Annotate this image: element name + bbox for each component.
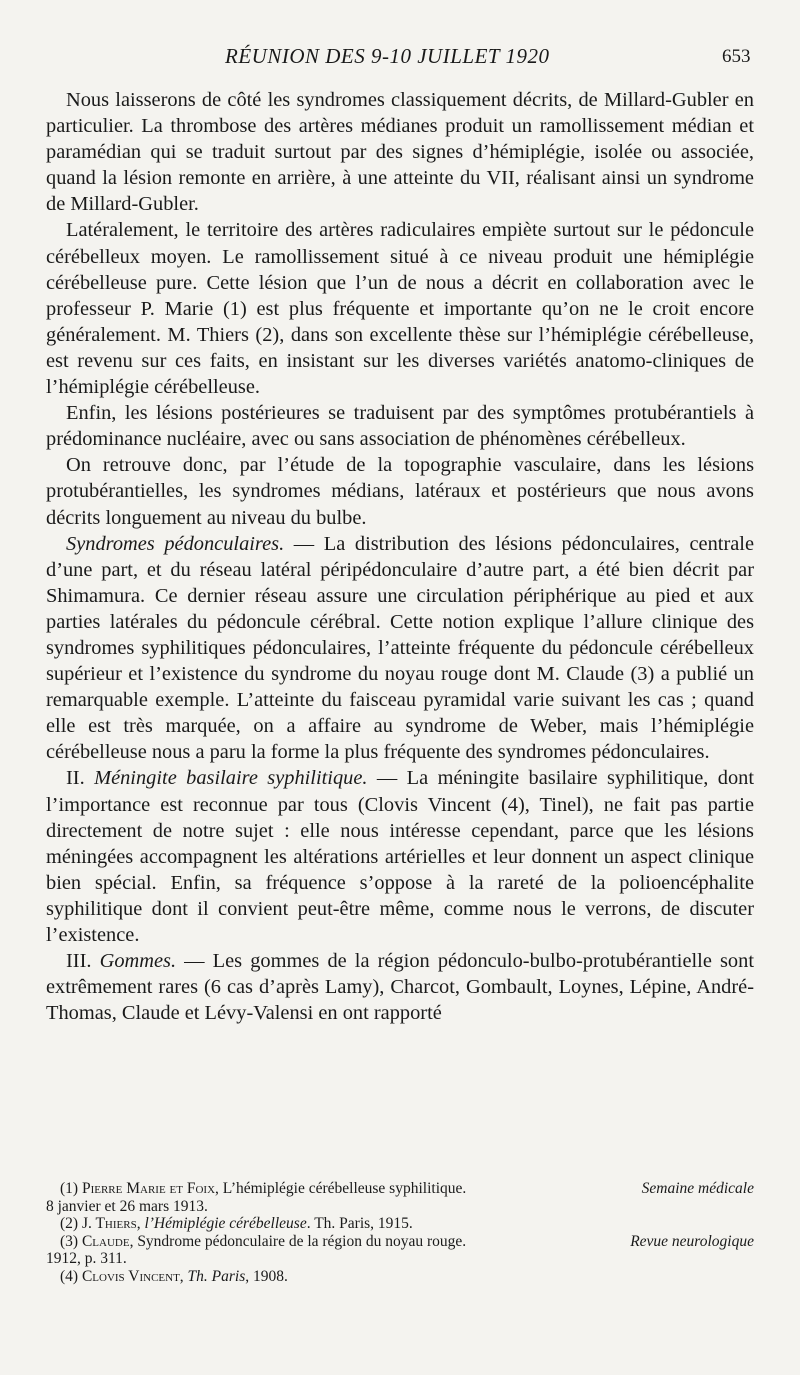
- paragraph: On retrouve donc, par l’étude de la topographie vasculaire, dans les lésions protubérantielles, les syndromes médians, latéraux et postérieurs que nous avons décrits longuement au niveau du bulbe.: [46, 454, 754, 529]
- footnote-number: (4): [60, 1267, 79, 1285]
- footnote-number: (3): [60, 1232, 79, 1250]
- page-number: 653: [722, 46, 751, 67]
- footnote-author: Pierre Marie et Foix: [81, 1180, 216, 1197]
- section-number: II.: [66, 767, 95, 790]
- footnote-title: Th. Paris: [187, 1267, 246, 1285]
- section-heading: Syndromes pédonculaires.: [66, 532, 285, 555]
- footnote-journal: Revue neurologique: [630, 1232, 754, 1250]
- body-text: [46, 87, 754, 1026]
- footnote-text: , L’hémiplégie cérébelleuse syphilitique.: [215, 1180, 467, 1197]
- paragraph: Enfin, les lésions postérieures se traduisent par des symptômes protubérantiels à prédominance nucléaire, avec ou sans association de phénomènes cérébelleux.: [46, 402, 754, 451]
- paragraph: Latéralement, le territoire des artères radiculaires empiète surtout sur le pédoncule cérébelleux moyen. Le ramollissement situé à ce niveau produit une hémiplégie cérébelleuse pure. Cette lésion que l’un de nous a décrit en collaboration avec le professeur P. Marie (1) est plus fréquente et importante qu’on ne le croit encore généralement. M. Thiers (2), dans son excellente thèse sur l’hémiplégie cérébelleuse, est revenu sur ces faits, en insistant sur les diverses variétés anatomo-cliniques de l’hémiplégie cérébelleuse.: [46, 219, 754, 399]
- footnote-date: 1912, p. 311.: [46, 1250, 127, 1267]
- running-title: RÉUNION DES 9-10 JUILLET 1920: [225, 44, 550, 68]
- footnote: (4) Clovis Vincent, Th. Paris, 1908.: [60, 1267, 288, 1285]
- paragraph: [46, 765, 754, 948]
- footnote: [46, 1233, 754, 1268]
- section-number: III.: [66, 950, 100, 973]
- running-header: [0, 44, 800, 76]
- footnote-title: l’Hémiplégie cérébelleuse: [144, 1215, 307, 1232]
- footnote-date: 8 janvier et 26 mars 1913.: [46, 1197, 208, 1215]
- footnotes: [46, 1180, 754, 1285]
- paragraph: [46, 948, 754, 1026]
- paragraph-text: — Les gommes de la région pédonculo-bulbo-protubérantielle sont extrêmement rares (6 cas d’après Lamy), Charcot, Gombault, Loynes, Lépine, André-Thomas, Claude et Lévy-Valensi en ont rapporté: [46, 950, 754, 1025]
- footnote-author: Clovis Vincent: [81, 1267, 180, 1285]
- footnote-number: (2): [60, 1215, 79, 1232]
- footnote-number: (1): [60, 1180, 79, 1197]
- footnote-author: Claude: [81, 1232, 130, 1250]
- paragraph: [46, 531, 754, 766]
- footnote-text: , 1908.: [245, 1267, 288, 1285]
- section-heading: Méningite basilaire syphilitique.: [94, 767, 368, 790]
- footnote-text: , Syndrome pédonculaire de la région du noyau rouge.: [129, 1232, 467, 1250]
- paragraph-text: — La distribution des lésions pédonculaires, centrale d’une part, et du réseau latéral péripédonculaire d’autre part, a été bien décrit par Shimamura. Ce dernier réseau assure une circulation périphérique au pied et aux parties latérales du pédoncule cérébral. Cette notion explique l’allure clinique des syndromes syphilitiques pédonculaires, l’atteinte fréquente du pédoncule cérébelleux supérieur et l’existence du syndrome du noyau rouge dont M. Claude (3) a publié un remarquable exemple. L’atteinte du faisceau pyramidal varie suivant les cas ; quand elle est très marquée, on a affaire au syndrome de Weber, mais l’hémiplégie cérébelleuse nous a paru la forme la plus fréquente des syndromes pédonculaires.: [46, 532, 754, 764]
- footnote-journal: Semaine médicale: [641, 1180, 754, 1197]
- paragraph-text: — La méningite basilaire syphilitique, dont l’importance est reconnue par tous (Clovis Vincent (4), Tinel), ne fait pas partie directement de notre sujet : elle nous intéresse cependant, parce que les lésions méningées accompagnent les altérations artérielles et leur donnent un aspect clinique bien spécial. Enfin, sa fréquence s’oppose à la rareté de la polioencéphalite syphilitique dont il convient peut-être même, comme nous le verrons, de discuter l’existence.: [46, 767, 754, 946]
- footnote: (2) J. Thiers, l’Hémiplégie cérébelleuse. Th. Paris, 1915.: [60, 1215, 413, 1232]
- footnote-text: . Th. Paris, 1915.: [306, 1215, 413, 1232]
- footnote: [46, 1180, 754, 1215]
- footnote-author: J. Thiers: [81, 1215, 137, 1232]
- section-heading: Gommes.: [99, 950, 177, 973]
- paragraph: Nous laisserons de côté les syndromes classiquement décrits, de Millard-Gubler en particulier. La thrombose des artères médianes produit un ramollissement médian et paramédian qui se traduit surtout par des signes d’hémiplégie, isolée ou associée, quand la lésion remonte en arrière, à une atteinte du VII, réalisant ainsi un syndrome de Millard-Gubler.: [46, 89, 754, 216]
